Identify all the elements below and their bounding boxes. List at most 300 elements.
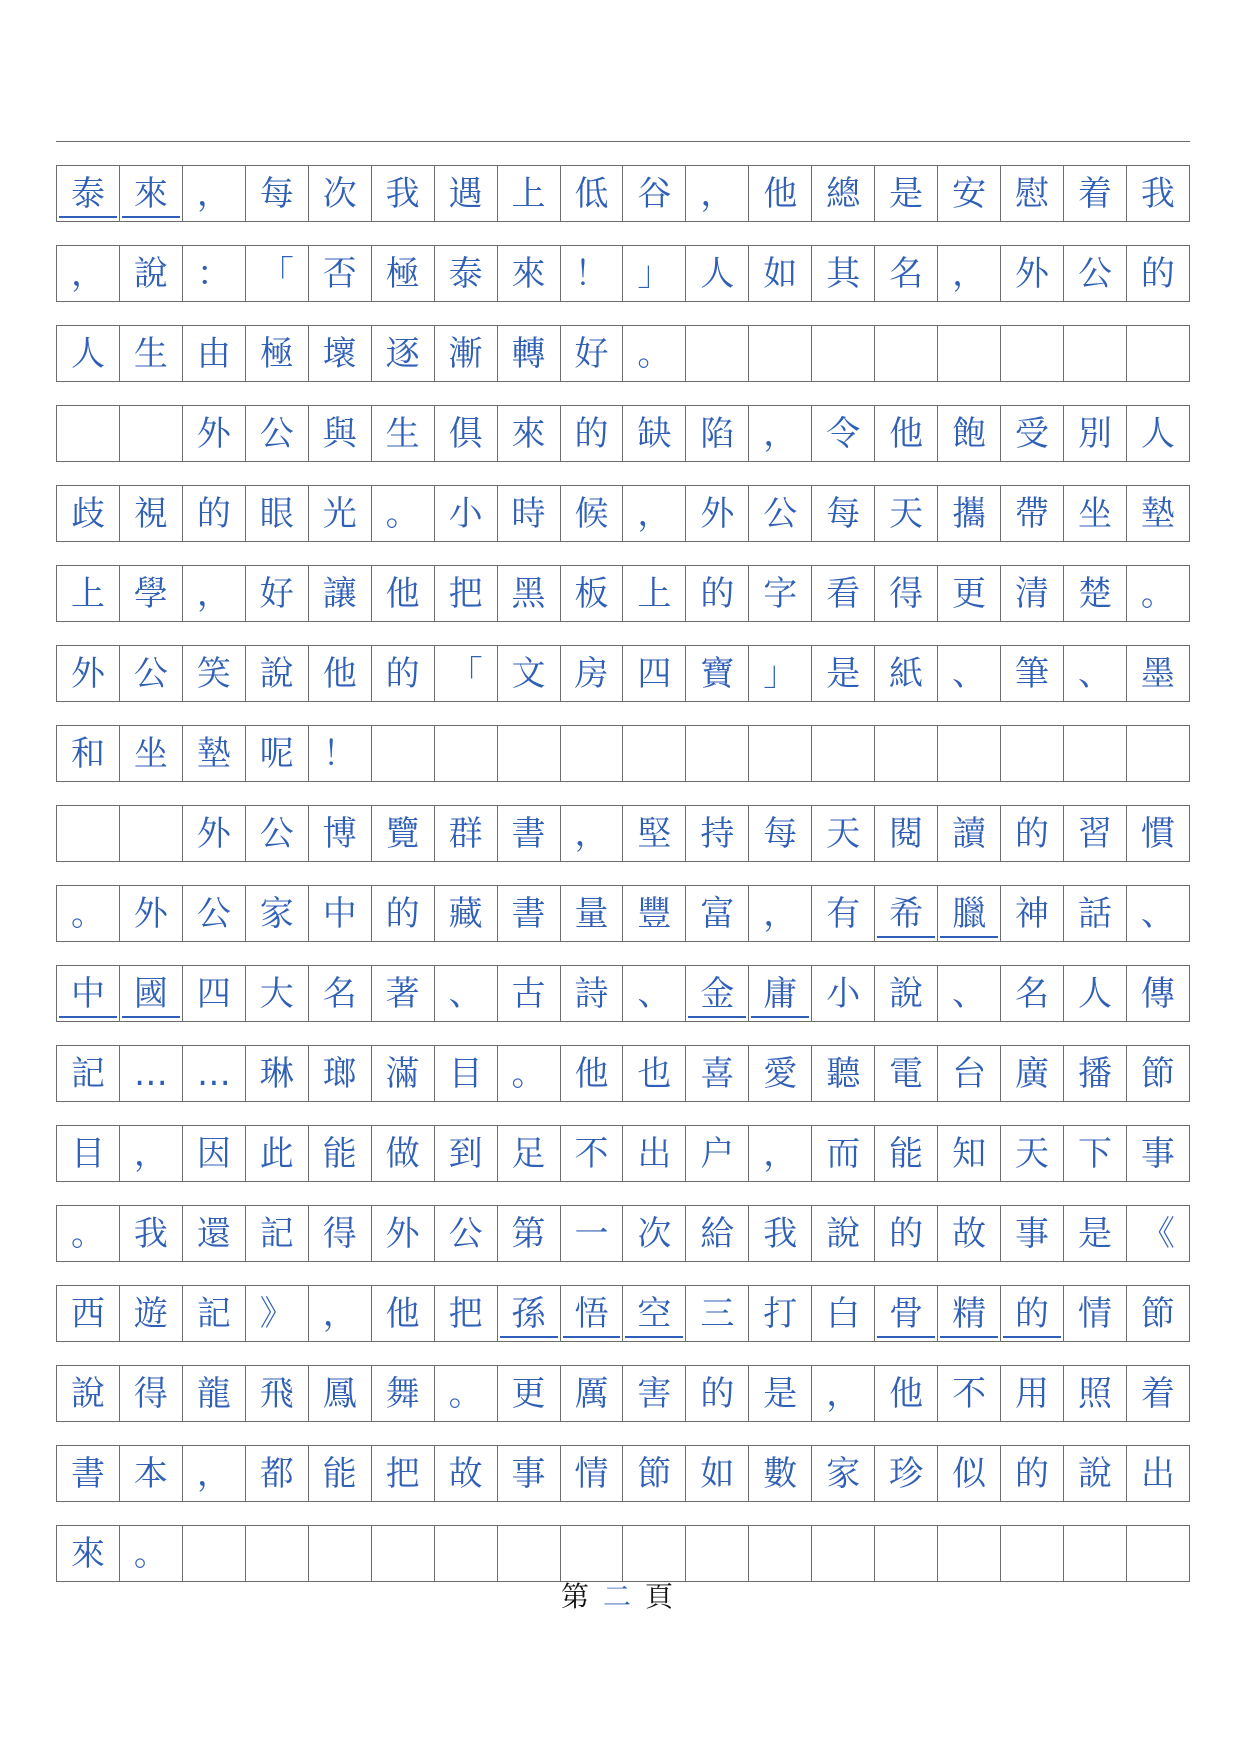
grid-cell: ， bbox=[749, 1126, 812, 1181]
grid-cell: 臘 bbox=[938, 886, 1001, 941]
grid-row-cells bbox=[56, 1125, 1190, 1181]
grid-cell: 因 bbox=[183, 1126, 246, 1181]
grid-row bbox=[56, 301, 1190, 381]
grid-cell: 用 bbox=[1001, 1366, 1064, 1421]
grid-cell: 字 bbox=[749, 566, 812, 621]
grid-cell: ， bbox=[183, 566, 246, 621]
grid-row-cells bbox=[56, 1045, 1190, 1101]
grid-cell: 神 bbox=[1001, 886, 1064, 941]
grid-cell: 極 bbox=[246, 326, 309, 381]
grid-cell: 受 bbox=[1001, 406, 1064, 461]
grid-cell bbox=[498, 726, 561, 781]
grid-cell: 電 bbox=[875, 1046, 938, 1101]
grid-cell: ， bbox=[623, 486, 686, 541]
grid-row-cells bbox=[56, 1365, 1190, 1421]
grid-cell: 來 bbox=[498, 246, 561, 301]
grid-cell: 本 bbox=[120, 1446, 183, 1501]
grid-row-cells bbox=[56, 885, 1190, 941]
grid-row-cells bbox=[56, 245, 1190, 301]
grid-cell: … bbox=[120, 1046, 183, 1101]
grid-cell: 的 bbox=[183, 486, 246, 541]
grid-row bbox=[56, 541, 1190, 621]
grid-cell: 讀 bbox=[938, 806, 1001, 861]
grid-cell: 着 bbox=[1064, 166, 1127, 221]
grid-cell: 的 bbox=[1001, 1446, 1064, 1501]
grid-cell: 我 bbox=[749, 1206, 812, 1261]
grid-cell: 和 bbox=[57, 726, 120, 781]
grid-cell: 」 bbox=[623, 246, 686, 301]
grid-row bbox=[56, 621, 1190, 701]
grid-cell: 、 bbox=[1064, 646, 1127, 701]
grid-cell: 台 bbox=[938, 1046, 1001, 1101]
grid-cell bbox=[246, 1526, 309, 1581]
grid-cell: 公 bbox=[1064, 246, 1127, 301]
grid-cell: 鳳 bbox=[309, 1366, 372, 1421]
grid-cell: 視 bbox=[120, 486, 183, 541]
grid-cell: 外 bbox=[1001, 246, 1064, 301]
grid-cell: 給 bbox=[686, 1206, 749, 1261]
grid-cell: 的 bbox=[1127, 246, 1190, 301]
grid-cell: 骨 bbox=[875, 1286, 938, 1341]
grid-cell: 第 bbox=[498, 1206, 561, 1261]
grid-cell: 的 bbox=[372, 646, 435, 701]
grid-cell: 白 bbox=[812, 1286, 875, 1341]
grid-cell: 富 bbox=[686, 886, 749, 941]
grid-cell: 持 bbox=[686, 806, 749, 861]
grid-cell: 遊 bbox=[120, 1286, 183, 1341]
grid-cell: ， bbox=[561, 806, 624, 861]
grid-cell: 公 bbox=[183, 886, 246, 941]
grid-cell bbox=[686, 726, 749, 781]
grid-cell: 人 bbox=[1127, 406, 1190, 461]
grid-cell: 墊 bbox=[183, 726, 246, 781]
grid-cell: 外 bbox=[686, 486, 749, 541]
grid-cell bbox=[498, 1526, 561, 1581]
grid-cell: 大 bbox=[246, 966, 309, 1021]
grid-cell: 情 bbox=[1064, 1286, 1127, 1341]
grid-cell: 而 bbox=[812, 1126, 875, 1181]
grid-cell: 照 bbox=[1064, 1366, 1127, 1421]
grid-cell: 泰 bbox=[435, 246, 498, 301]
grid-cell: 聽 bbox=[812, 1046, 875, 1101]
grid-cell: 說 bbox=[812, 1206, 875, 1261]
grid-cell: 極 bbox=[372, 246, 435, 301]
grid-cell: 楚 bbox=[1064, 566, 1127, 621]
grid-cell: 他 bbox=[372, 1286, 435, 1341]
grid-cell: 低 bbox=[561, 166, 624, 221]
grid-cell: 情 bbox=[561, 1446, 624, 1501]
grid-cell: 是 bbox=[1064, 1206, 1127, 1261]
grid-cell: 。 bbox=[435, 1366, 498, 1421]
grid-cell: 群 bbox=[435, 806, 498, 861]
grid-cell: 更 bbox=[938, 566, 1001, 621]
grid-cell bbox=[183, 1526, 246, 1581]
grid-cell: 墊 bbox=[1127, 486, 1190, 541]
grid-cell: 眼 bbox=[246, 486, 309, 541]
grid-cell: 《 bbox=[1127, 1206, 1190, 1261]
grid-cell: ， bbox=[749, 886, 812, 941]
grid-cell: ， bbox=[812, 1366, 875, 1421]
grid-cell bbox=[1127, 726, 1190, 781]
grid-cell: 天 bbox=[1001, 1126, 1064, 1181]
grid-cell: 坐 bbox=[1064, 486, 1127, 541]
grid-cell: 不 bbox=[938, 1366, 1001, 1421]
grid-cell: 說 bbox=[120, 246, 183, 301]
grid-cell: 次 bbox=[623, 1206, 686, 1261]
grid-cell: 滿 bbox=[372, 1046, 435, 1101]
grid-cell: 孫 bbox=[498, 1286, 561, 1341]
grid-row-cells bbox=[56, 165, 1190, 221]
grid-cell: 、 bbox=[435, 966, 498, 1021]
grid-cell: 習 bbox=[1064, 806, 1127, 861]
grid-cell: 陷 bbox=[686, 406, 749, 461]
grid-cell: 的 bbox=[561, 406, 624, 461]
grid-cell: 的 bbox=[686, 1366, 749, 1421]
grid-cell: 泰 bbox=[57, 166, 120, 221]
grid-cell: 人 bbox=[57, 326, 120, 381]
grid-cell: 他 bbox=[875, 1366, 938, 1421]
grid-cell: 學 bbox=[120, 566, 183, 621]
grid-cell: 轉 bbox=[498, 326, 561, 381]
grid-cell: 總 bbox=[812, 166, 875, 221]
grid-cell: 壞 bbox=[309, 326, 372, 381]
grid-cell: 庸 bbox=[749, 966, 812, 1021]
grid-cell: 逐 bbox=[372, 326, 435, 381]
grid-cell: 似 bbox=[938, 1446, 1001, 1501]
grid-row bbox=[56, 141, 1190, 221]
grid-cell: 說 bbox=[1064, 1446, 1127, 1501]
grid-cell: 谷 bbox=[623, 166, 686, 221]
grid-row bbox=[56, 1341, 1190, 1421]
grid-cell: 飽 bbox=[938, 406, 1001, 461]
grid-cell: 節 bbox=[623, 1446, 686, 1501]
grid-cell: 能 bbox=[875, 1126, 938, 1181]
grid-cell: 琳 bbox=[246, 1046, 309, 1101]
grid-cell bbox=[1001, 326, 1064, 381]
grid-cell bbox=[749, 1526, 812, 1581]
page-label-suffix: 頁 bbox=[645, 1580, 680, 1613]
writing-grid bbox=[56, 141, 1190, 1582]
grid-row bbox=[56, 701, 1190, 781]
grid-cell: 好 bbox=[246, 566, 309, 621]
grid-cell: ， bbox=[749, 406, 812, 461]
grid-cell bbox=[686, 326, 749, 381]
grid-cell: 時 bbox=[498, 486, 561, 541]
grid-cell: 記 bbox=[57, 1046, 120, 1101]
grid-cell: ！ bbox=[561, 246, 624, 301]
grid-row bbox=[56, 1101, 1190, 1181]
grid-cell: 覽 bbox=[372, 806, 435, 861]
grid-cell: ， bbox=[938, 246, 1001, 301]
grid-row bbox=[56, 1501, 1190, 1582]
grid-cell: 如 bbox=[686, 1446, 749, 1501]
grid-cell: 節 bbox=[1127, 1286, 1190, 1341]
grid-cell: 中 bbox=[57, 966, 120, 1021]
grid-row-cells bbox=[56, 965, 1190, 1021]
page-number-label bbox=[0, 1575, 1240, 1615]
grid-cell: 的 bbox=[1001, 806, 1064, 861]
grid-cell: 出 bbox=[623, 1126, 686, 1181]
grid-cell: 生 bbox=[120, 326, 183, 381]
grid-cell: 下 bbox=[1064, 1126, 1127, 1181]
grid-cell: 能 bbox=[309, 1446, 372, 1501]
grid-cell: 名 bbox=[1001, 966, 1064, 1021]
grid-cell: 上 bbox=[623, 566, 686, 621]
grid-cell: 希 bbox=[875, 886, 938, 941]
grid-cell: 公 bbox=[749, 486, 812, 541]
grid-cell: 否 bbox=[309, 246, 372, 301]
grid-cell: 公 bbox=[435, 1206, 498, 1261]
grid-cell: 飛 bbox=[246, 1366, 309, 1421]
grid-cell: 黑 bbox=[498, 566, 561, 621]
grid-cell: 家 bbox=[812, 1446, 875, 1501]
grid-cell: 呢 bbox=[246, 726, 309, 781]
grid-cell: 寶 bbox=[686, 646, 749, 701]
grid-cell: 博 bbox=[309, 806, 372, 861]
grid-cell: 詩 bbox=[561, 966, 624, 1021]
grid-cell: 說 bbox=[246, 646, 309, 701]
grid-cell: 是 bbox=[749, 1366, 812, 1421]
grid-row-cells bbox=[56, 405, 1190, 461]
grid-row bbox=[56, 221, 1190, 301]
grid-cell: 的 bbox=[372, 886, 435, 941]
grid-cell: 、 bbox=[938, 646, 1001, 701]
grid-cell: 不 bbox=[561, 1126, 624, 1181]
grid-cell: 天 bbox=[875, 486, 938, 541]
grid-cell: 他 bbox=[372, 566, 435, 621]
grid-cell: 得 bbox=[309, 1206, 372, 1261]
grid-cell: 得 bbox=[875, 566, 938, 621]
grid-cell: 由 bbox=[183, 326, 246, 381]
grid-cell: 與 bbox=[309, 406, 372, 461]
grid-cell bbox=[1127, 1526, 1190, 1581]
grid-cell: 來 bbox=[57, 1526, 120, 1581]
grid-cell: 把 bbox=[372, 1446, 435, 1501]
grid-row bbox=[56, 781, 1190, 861]
grid-cell: 墨 bbox=[1127, 646, 1190, 701]
grid-cell: 記 bbox=[183, 1286, 246, 1341]
grid-cell bbox=[875, 1526, 938, 1581]
grid-cell: 家 bbox=[246, 886, 309, 941]
grid-cell: ， bbox=[183, 1446, 246, 1501]
grid-cell: 、 bbox=[938, 966, 1001, 1021]
grid-cell: 是 bbox=[812, 646, 875, 701]
grid-cell: 我 bbox=[372, 166, 435, 221]
grid-cell: 害 bbox=[623, 1366, 686, 1421]
grid-row bbox=[56, 381, 1190, 461]
grid-cell bbox=[561, 1526, 624, 1581]
grid-cell: 小 bbox=[812, 966, 875, 1021]
grid-cell bbox=[120, 406, 183, 461]
grid-cell: 國 bbox=[120, 966, 183, 1021]
grid-cell: 「 bbox=[246, 246, 309, 301]
grid-cell: 廣 bbox=[1001, 1046, 1064, 1101]
grid-cell: 書 bbox=[498, 886, 561, 941]
grid-cell bbox=[561, 726, 624, 781]
grid-cell: ， bbox=[120, 1126, 183, 1181]
grid-row bbox=[56, 861, 1190, 941]
grid-cell: 板 bbox=[561, 566, 624, 621]
grid-cell: 遇 bbox=[435, 166, 498, 221]
grid-cell: 上 bbox=[498, 166, 561, 221]
grid-cell bbox=[812, 326, 875, 381]
grid-cell: 的 bbox=[1001, 1286, 1064, 1341]
grid-cell: 此 bbox=[246, 1126, 309, 1181]
grid-row-cells bbox=[56, 565, 1190, 621]
grid-cell: 外 bbox=[120, 886, 183, 941]
grid-cell: 把 bbox=[435, 566, 498, 621]
grid-cell: ， bbox=[309, 1286, 372, 1341]
grid-row bbox=[56, 941, 1190, 1021]
grid-row-cells bbox=[56, 1525, 1190, 1581]
grid-cell: 文 bbox=[498, 646, 561, 701]
grid-cell bbox=[875, 726, 938, 781]
grid-cell: 名 bbox=[875, 246, 938, 301]
grid-cell: 瑯 bbox=[309, 1046, 372, 1101]
grid-row-cells bbox=[56, 805, 1190, 861]
grid-cell: 別 bbox=[1064, 406, 1127, 461]
grid-cell: 知 bbox=[938, 1126, 1001, 1181]
grid-cell: 公 bbox=[246, 406, 309, 461]
grid-cell bbox=[1064, 326, 1127, 381]
grid-cell: 外 bbox=[372, 1206, 435, 1261]
grid-cell: 。 bbox=[120, 1526, 183, 1581]
grid-cell: 候 bbox=[561, 486, 624, 541]
grid-cell bbox=[1127, 326, 1190, 381]
grid-cell: 精 bbox=[938, 1286, 1001, 1341]
grid-cell: 堅 bbox=[623, 806, 686, 861]
grid-cell: 看 bbox=[812, 566, 875, 621]
grid-cell: 如 bbox=[749, 246, 812, 301]
grid-cell: 故 bbox=[435, 1446, 498, 1501]
grid-cell: 更 bbox=[498, 1366, 561, 1421]
grid-cell: 三 bbox=[686, 1286, 749, 1341]
grid-cell: 讓 bbox=[309, 566, 372, 621]
grid-cell: 出 bbox=[1127, 1446, 1190, 1501]
grid-cell: 漸 bbox=[435, 326, 498, 381]
grid-cell bbox=[938, 326, 1001, 381]
grid-cell: 數 bbox=[749, 1446, 812, 1501]
grid-cell: 他 bbox=[309, 646, 372, 701]
grid-cell: 」 bbox=[749, 646, 812, 701]
grid-cell: 俱 bbox=[435, 406, 498, 461]
grid-cell: 人 bbox=[1064, 966, 1127, 1021]
grid-cell: 金 bbox=[686, 966, 749, 1021]
grid-cell: ！ bbox=[309, 726, 372, 781]
grid-cell: 是 bbox=[875, 166, 938, 221]
grid-row bbox=[56, 1261, 1190, 1341]
grid-cell bbox=[1001, 1526, 1064, 1581]
grid-cell: 豐 bbox=[623, 886, 686, 941]
grid-cell: 名 bbox=[309, 966, 372, 1021]
grid-cell: 一 bbox=[561, 1206, 624, 1261]
grid-cell: 說 bbox=[57, 1366, 120, 1421]
grid-cell bbox=[938, 1526, 1001, 1581]
grid-cell: 外 bbox=[57, 646, 120, 701]
grid-cell: 每 bbox=[749, 806, 812, 861]
grid-cell: 得 bbox=[120, 1366, 183, 1421]
grid-cell: 愛 bbox=[749, 1046, 812, 1101]
grid-cell: 故 bbox=[938, 1206, 1001, 1261]
grid-cell: 傳 bbox=[1127, 966, 1190, 1021]
grid-cell: 外 bbox=[183, 806, 246, 861]
grid-cell: 還 bbox=[183, 1206, 246, 1261]
grid-cell: 。 bbox=[57, 1206, 120, 1261]
grid-cell: 事 bbox=[498, 1446, 561, 1501]
grid-row-cells bbox=[56, 1445, 1190, 1501]
grid-row bbox=[56, 1021, 1190, 1101]
grid-cell: 藏 bbox=[435, 886, 498, 941]
grid-cell: 。 bbox=[372, 486, 435, 541]
grid-cell: 閱 bbox=[875, 806, 938, 861]
grid-row-cells bbox=[56, 1205, 1190, 1261]
grid-cell: 目 bbox=[435, 1046, 498, 1101]
grid-cell: 。 bbox=[498, 1046, 561, 1101]
grid-cell: 笑 bbox=[183, 646, 246, 701]
grid-cell: 我 bbox=[1127, 166, 1190, 221]
grid-cell: 話 bbox=[1064, 886, 1127, 941]
grid-cell: 喜 bbox=[686, 1046, 749, 1101]
grid-cell: 龍 bbox=[183, 1366, 246, 1421]
grid-cell: 著 bbox=[372, 966, 435, 1021]
grid-cell bbox=[938, 726, 1001, 781]
grid-cell: 、 bbox=[1127, 886, 1190, 941]
grid-cell: 坐 bbox=[120, 726, 183, 781]
grid-cell: ： bbox=[183, 246, 246, 301]
grid-cell: 房 bbox=[561, 646, 624, 701]
grid-cell: 來 bbox=[498, 406, 561, 461]
grid-cell: 來 bbox=[120, 166, 183, 221]
grid-cell: 我 bbox=[120, 1206, 183, 1261]
grid-cell: 他 bbox=[561, 1046, 624, 1101]
grid-cell: 次 bbox=[309, 166, 372, 221]
grid-cell: 人 bbox=[686, 246, 749, 301]
grid-cell bbox=[309, 1526, 372, 1581]
grid-cell: 每 bbox=[812, 486, 875, 541]
grid-cell: 四 bbox=[183, 966, 246, 1021]
grid-cell: 其 bbox=[812, 246, 875, 301]
grid-cell: 外 bbox=[183, 406, 246, 461]
grid-cell: 悟 bbox=[561, 1286, 624, 1341]
grid-cell: 的 bbox=[875, 1206, 938, 1261]
grid-cell: 、 bbox=[623, 966, 686, 1021]
grid-cell: 天 bbox=[812, 806, 875, 861]
grid-cell bbox=[1001, 726, 1064, 781]
grid-cell bbox=[1064, 1526, 1127, 1581]
grid-cell: 中 bbox=[309, 886, 372, 941]
grid-cell: 他 bbox=[749, 166, 812, 221]
grid-cell: 》 bbox=[246, 1286, 309, 1341]
grid-cell: 筆 bbox=[1001, 646, 1064, 701]
grid-cell: 公 bbox=[120, 646, 183, 701]
grid-row-cells bbox=[56, 325, 1190, 381]
grid-cell: 每 bbox=[246, 166, 309, 221]
grid-cell: 着 bbox=[1127, 1366, 1190, 1421]
grid-cell: 打 bbox=[749, 1286, 812, 1341]
grid-cell bbox=[875, 326, 938, 381]
grid-cell bbox=[372, 1526, 435, 1581]
grid-cell: … bbox=[183, 1046, 246, 1101]
grid-cell: 有 bbox=[812, 886, 875, 941]
grid-cell: 記 bbox=[246, 1206, 309, 1261]
grid-cell bbox=[435, 1526, 498, 1581]
grid-cell: 量 bbox=[561, 886, 624, 941]
grid-cell: 。 bbox=[623, 326, 686, 381]
grid-row bbox=[56, 461, 1190, 541]
page-number: 二 bbox=[602, 1580, 637, 1613]
grid-row bbox=[56, 1421, 1190, 1501]
grid-cell: 目 bbox=[57, 1126, 120, 1181]
